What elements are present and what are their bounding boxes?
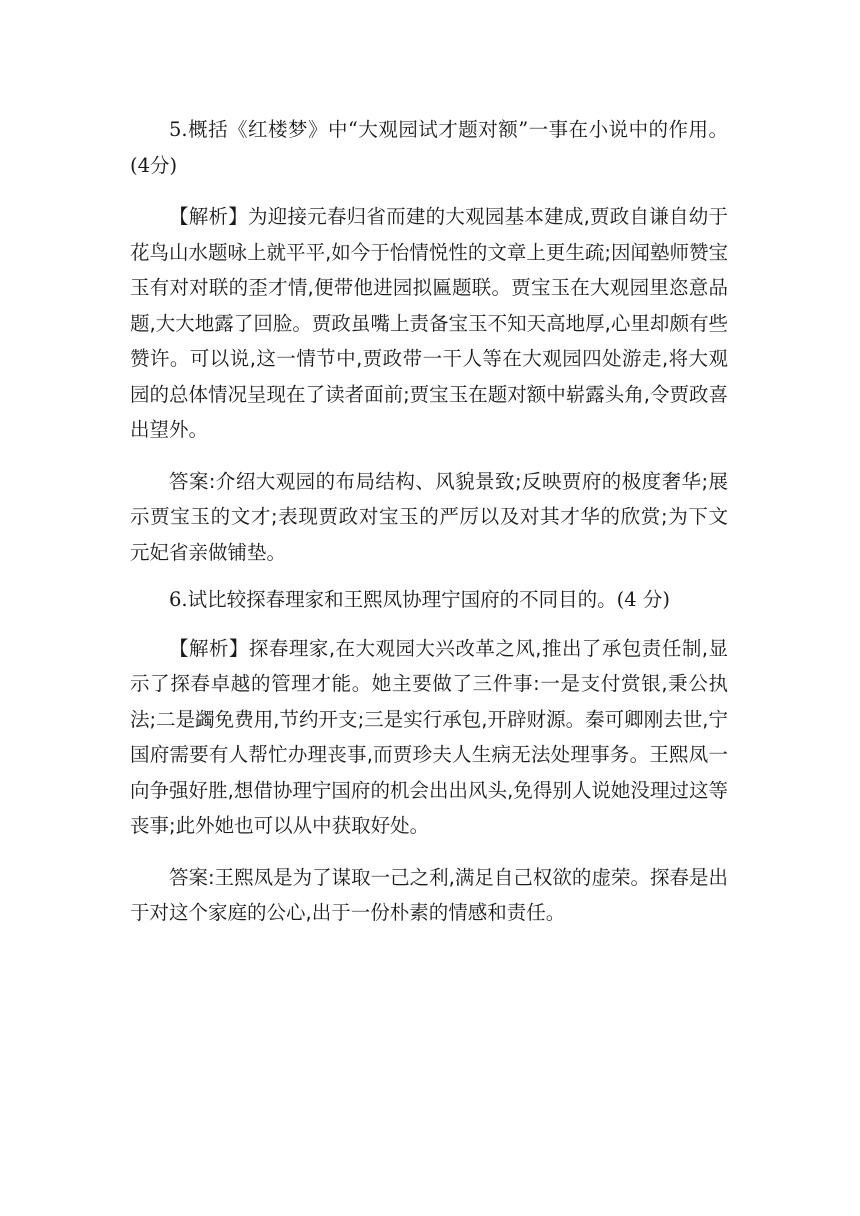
answer-6: 答案:王熙凤是为了谋取一己之利,满足自己权欲的虚荣。探春是出于对这个家庭的公心,出于一份朴素的情感和责任。 bbox=[130, 865, 728, 924]
answer-5: 答案:介绍大观园的布局结构、风貌景致;反映贾府的极度奢华;展示贾宝玉的文才;表现贾政对宝玉的严厉以及对其才华的欣赏;为下文元妃省亲做铺垫。 bbox=[130, 469, 728, 564]
question-6: 6.试比较探春理家和王熙凤协理宁国府的不同目的。(4 分) bbox=[169, 588, 670, 611]
question-5: 5.概括《红楼梦》中“大观园试才题对额”一事在小说中的作用。(4分) bbox=[130, 118, 728, 177]
analysis-5: 【解析】为迎接元春归省而建的大观园基本建成,贾政自谦自幼于花鸟山水题咏上就平平,如今于怡情悦性的文章上更生疏;因闻塾师赞宝玉有对对联的歪才情,便带他进园拟匾题联。贾宝玉在大观园里恣意品题,大大地露了回脸。贾政虽嘴上责备宝玉不知天高地厚,心里却颇有些赞许。可以说,这一情节中,贾政带一干人等在大观园四处游走,将大观园的总体情况呈现在了读者面前;贾宝玉在题对额中崭露头角,令贾政喜出望外。 bbox=[130, 205, 728, 441]
analysis-6: 【解析】探春理家,在大观园大兴改革之风,推出了承包责任制,显示了探春卓越的管理才能。她主要做了三件事:一是支付赏银,秉公执法;二是蠲免费用,节约开支;三是实行承包,开辟财源。秦可卿刚去世,宁国府需要有人帮忙办理丧事,而贾珍夫人生病无法处理事务。王熙凤一向争强好胜,想借协理宁国府的机会出出风头,免得别人说她没理过这等丧事;此外她也可以从中获取好处。 bbox=[130, 636, 728, 837]
